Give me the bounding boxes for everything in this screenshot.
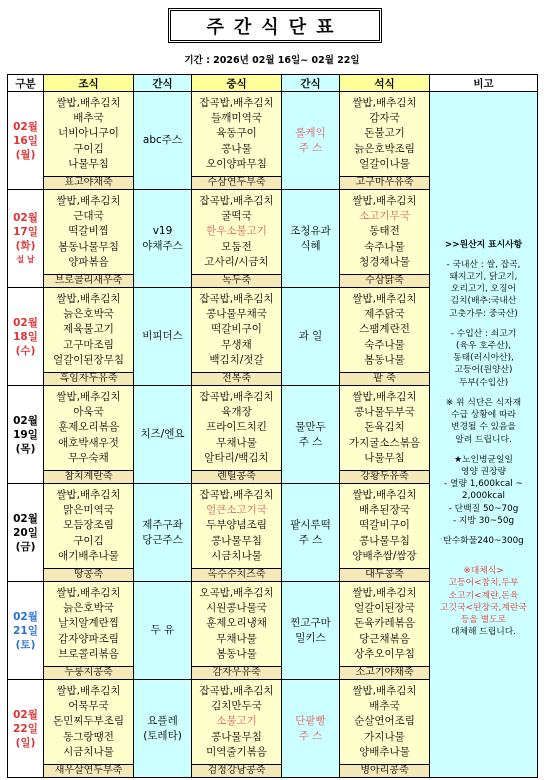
snack-pm [282,288,340,386]
breakfast-menu-item: 감자양파조림 [58,632,119,645]
dinner-porridge: 수삼닭죽 [340,275,430,288]
snack-pm [282,680,340,778]
breakfast-menu-item: 쌀밥,배추김치 [56,684,121,697]
menu-period: 기간 : 2026년 02월 16일~ 02월 22일 [184,55,360,66]
breakfast-menu-item: 늙은호박국 [63,308,114,321]
snack-am-item: 요플레 [147,714,178,727]
lunch-menu-item: 한우소불고기 [206,225,267,238]
breakfast-menu-item: 동그랑땡전 [63,730,114,743]
snack-pm [282,386,340,484]
breakfast-menu-item: 구이김 [73,142,104,155]
breakfast-menu [44,288,134,373]
lunch-menu-item: 얼큰소고기국 [206,504,267,517]
nutrition-subtitle: 영양 권장량 [460,466,507,477]
snack-pm-item: 주 스 [298,435,323,448]
dinner-menu [340,484,430,569]
breakfast-menu-item: 돈민찌두부조림 [52,715,124,728]
header-snack-pm: 간식 [282,75,340,92]
lunch-menu-item: 미역줄기볶음 [206,745,267,758]
dinner-menu-item: 양배추나물 [359,745,410,758]
dinner-menu-item: 배추된장국 [359,504,410,517]
lunch-menu-item: 잡곡밥,배추김치 [199,488,274,501]
dinner-porridge: 고구마우유죽 [340,177,430,190]
import-line: - 수입산 : 쇠고기 [450,328,517,339]
breakfast-menu-item: 근대국 [73,210,104,223]
breakfast-menu [44,582,134,667]
snack-pm [282,484,340,582]
lunch-menu-item: 무채나물 [216,436,257,449]
lunch-menu [192,582,282,667]
day-date: 02월 20일 (금) [13,512,38,553]
snack-am [134,680,192,778]
lunch-menu-item: 시원콩나물국 [206,602,267,615]
holiday-label: 설 날 [16,254,35,264]
lunch-porridge: 감자우유죽 [192,667,282,680]
note-spacer [430,547,537,565]
origin-line: 오리고기, 오징어 [450,284,517,295]
header-row [8,75,538,92]
import-line: 동태(러시아산), [453,353,514,364]
lunch-menu [192,190,282,275]
snack-am-item: 제주구좌 [142,518,183,531]
breakfast-menu-item: 양파볶음 [68,255,109,268]
snack-am [134,582,192,680]
lunch-menu-item: 김치만두국 [211,700,262,713]
lunch-menu-item: 알타리/백김치 [204,451,269,464]
lunch-menu [192,92,282,177]
breakfast-menu-item: 제육불고기 [63,323,114,336]
lunch-menu-item: 무생채 [221,338,252,351]
snack-am-item: v19 [152,224,173,237]
day-label [8,190,44,288]
dinner-menu-item: 콩나물두부국 [354,406,415,419]
page-title: 주간식단표 [168,8,382,43]
dinner-menu-item: 스팸계란전 [359,323,410,336]
snack-pm [282,92,340,190]
notes-panel [430,92,538,778]
breakfast-menu-item: 떡갈비찜 [68,225,109,238]
lunch-menu-item: 시금치나물 [211,549,262,562]
lunch-porridge: 수삼연두부죽 [192,177,282,190]
lunch-menu-item: 백김치/젓갈 [209,353,264,366]
dinner-menu-item: 가지나물 [364,730,405,743]
snack-pm-item: 밀키스 [295,631,326,644]
origin-line: 돼지고기, 닭고기, [449,272,518,283]
breakfast-porridge: 표고야채죽 [44,177,134,190]
dinner-porridge: 병아리콩죽 [340,765,430,778]
day-label [8,92,44,190]
dinner-menu-item: 숙주나물 [364,338,405,351]
day-label [8,582,44,680]
lunch-menu-item: 고사리/시금치 [204,255,269,268]
day-date: 02월 16일 (월) [13,120,38,161]
snack-am [134,484,192,582]
dinner-menu [340,680,430,765]
origin-line: - 국내산 : 쌀, 잡곡, [446,259,521,270]
lunch-menu-item: 육동구이 [216,127,257,140]
snack-am-item: abc주스 [142,134,183,146]
dinner-menu-item: 쌀밥,배추김치 [352,684,417,697]
day-date: 02월 19일 (목) [13,414,38,455]
dinner-menu-item: 얼갈이나물 [359,157,410,170]
dinner-porridge: 대두콩죽 [340,569,430,582]
nutrition-line: - 열량 1,600kcal ~ [444,479,523,490]
breakfast-menu-item: 애기배추나물 [58,549,119,562]
dinner-menu-item: 돈육카레볶음 [354,617,415,630]
lunch-menu-item: 콩나물무침 [211,730,262,743]
breakfast-menu-item: 쌀밥,배추김치 [56,194,121,207]
breakfast-menu [44,190,134,275]
lunch-menu-item: 잡곡밥,배추김치 [199,194,274,207]
dinner-menu-item: 돈불고기 [364,127,405,140]
dinner-menu-item: 쌀밥,배추김치 [352,390,417,403]
note-spacer [430,320,537,328]
lunch-porridge: 옥수수치즈죽 [192,569,282,582]
day-label [8,680,44,778]
day-label [8,288,44,386]
dinner-menu-item: 소고기무국 [359,210,410,223]
breakfast-porridge: 흑임자두유죽 [44,373,134,386]
snack-am [134,190,192,288]
dinner-menu-item: 돈육김치 [364,421,405,434]
snack-pm-item: 조청유과 [290,224,331,237]
dinner-menu-item: 봄동나물 [364,353,405,366]
dinner-menu-item: 가지굴소스볶음 [348,436,420,449]
origin-title: >>원산지 표시사항 [444,239,523,250]
lunch-menu-item: 떡갈비구이 [211,323,262,336]
breakfast-menu [44,680,134,765]
breakfast-menu-item: 어묵무국 [68,700,109,713]
note-spacer [430,251,537,259]
snack-am [134,288,192,386]
dinner-menu-item: 쌀밥,배추김치 [352,292,417,305]
breakfast-porridge: 참치계란죽 [44,471,134,484]
lunch-menu-item: 콩나물 [221,142,252,155]
dinner-menu-item: 당근채볶음 [359,632,410,645]
snack-am-item: 두 유 [150,624,175,636]
alt-last-line: 대체해 드립니다. [450,627,517,638]
snack-pm-item: 단팥빵 [295,714,326,727]
lunch-menu-item: 콩나물무채국 [206,308,267,321]
lunch-menu-item: 훈제오리냉채 [206,617,267,630]
lunch-menu-item: 육개장 [221,406,252,419]
change-notice-line: 수급 상황에 따라 [450,410,517,421]
lunch-menu-item: 두부양념조림 [206,519,267,532]
lunch-menu-item: 오곡밥,배추김치 [199,586,274,599]
day-date: 02월 22일 (일) [13,708,38,749]
snack-pm [282,190,340,288]
snack-am-item: 치즈/엔요 [140,428,185,440]
breakfast-menu-item: 고구마조림 [63,338,114,351]
lunch-menu-item: 무채나물 [216,632,257,645]
breakfast-porridge: 땅콩죽 [44,569,134,582]
lunch-menu [192,386,282,471]
breakfast-menu-item: 나물무침 [68,157,109,170]
dinner-menu-item: 숙주나물 [364,240,405,253]
dinner-menu-item: 배추국 [369,700,400,713]
alt-line: 고깃국<된장국,계란국 [440,602,527,613]
nutrition-line: - 지방 30~50g [452,515,515,526]
breakfast-menu [44,92,134,177]
breakfast-menu-item: 아욱국 [73,406,104,419]
breakfast-menu-item: 얼갈이된장무침 [52,353,124,366]
breakfast-porridge: 누룽지콩죽 [44,667,134,680]
import-line: 두부(수입산) [458,377,509,388]
breakfast-menu-item: 훈제오리볶음 [58,421,119,434]
day-label [8,484,44,582]
day-label [8,386,44,484]
breakfast-menu-item: 배추국 [73,112,104,125]
change-notice-line: ※ 위 식단은 식자재 [445,397,522,408]
snack-am [134,386,192,484]
dinner-menu [340,288,430,373]
snack-pm [282,582,340,680]
note-spacer [430,446,537,454]
snack-am [134,92,192,190]
import-line: (육우 호주산), [456,341,511,352]
weekly-menu-table [7,74,538,778]
dinner-menu [340,582,430,667]
breakfast-menu-item: 쌀밥,배추김치 [56,390,121,403]
origin-line: 김치(배추:국내산 [450,296,517,307]
breakfast-menu-item: 애호박새우젓 [58,436,119,449]
snack-pm-item: 과 일 [298,330,323,342]
lunch-menu-item: 봄동나물 [216,647,257,660]
dinner-menu-item: 제주닭국 [364,308,405,321]
snack-pm-item: 찐고구마 [290,616,331,629]
dinner-menu-item: 동태전 [369,225,400,238]
lunch-menu-item: 잡곡밥,배추김치 [199,684,274,697]
snack-pm-item: 주 스 [298,729,323,742]
breakfast-menu-item: 쌀밥,배추김치 [56,586,121,599]
lunch-menu-item: 오이양파무침 [206,157,267,170]
breakfast-menu-item: 맑은미역국 [63,504,114,517]
header-gubun: 구분 [8,75,44,92]
change-notice-line: 변경될 수 있음을 [450,422,517,433]
note-spacer [430,389,537,397]
dinner-menu-item: 나물무침 [364,451,405,464]
lunch-menu-item: 소불고기 [216,715,257,728]
lunch-porridge: 전복죽 [192,373,282,386]
breakfast-menu-item: 봄동나물무침 [58,240,119,253]
breakfast-menu-item: 브로콜리볶음 [58,647,119,660]
snack-pm-item: 팥시루떡 [290,518,331,531]
header-breakfast: 조식 [44,75,134,92]
lunch-porridge: 검정강남콩죽 [192,765,282,778]
lunch-menu-item: 모둠전 [221,240,252,253]
day-row-0 [8,92,538,177]
dinner-menu-item: 순살연어조림 [354,715,415,728]
lunch-menu-item: 잡곡밥,배추김치 [199,292,274,305]
day-date: 02월 21일 (토) [13,610,38,651]
lunch-menu [192,680,282,765]
note-spacer [430,231,537,239]
lunch-porridge: 녹두죽 [192,275,282,288]
snack-pm-item: 물만두 [295,420,326,433]
breakfast-menu-item: 너비아니구이 [58,127,119,140]
breakfast-porridge: 브로콜리새우죽 [44,275,134,288]
dinner-menu-item: 늙은호박조림 [354,142,415,155]
breakfast-menu-item: 쌀밥,배추김치 [56,292,121,305]
dinner-menu [340,92,430,177]
breakfast-menu [44,386,134,471]
snack-pm-item: 롤케익 [295,126,326,139]
dinner-menu-item: 떡갈비구이 [359,519,410,532]
change-notice-line: 알려 드립니다. [455,434,512,445]
breakfast-menu-item: 늙은호박국 [63,602,114,615]
nutrition-line: 2,000kcal [462,491,505,502]
header-snack-am: 간식 [134,75,192,92]
dinner-menu-item: 쌀밥,배추김치 [352,586,417,599]
nutrition-line: - 단백질 50~70g [448,503,519,514]
header-dinner: 석식 [340,75,430,92]
breakfast-menu-item: 날치알계란찜 [58,617,119,630]
lunch-menu [192,288,282,373]
dinner-menu-item: 청경채나물 [359,255,410,268]
breakfast-menu-item: 무우숙채 [68,451,109,464]
dinner-menu-item: 양배추쌈/쌈장 [352,549,417,562]
dinner-menu-item: 감자국 [369,112,400,125]
alt-line: 등을 별도로 [460,614,507,625]
snack-am-item: (토레타) [143,729,182,742]
snack-am-item: 당근주스 [142,533,183,546]
breakfast-menu-item: 쌀밥,배추김치 [56,488,121,501]
breakfast-menu-item: 시금치나물 [63,745,114,758]
snack-pm-item: 식혜 [300,239,321,252]
breakfast-menu-item: 모듬장조림 [63,519,114,532]
alt-line: 고등어<참치,두부 [448,578,519,589]
dinner-menu-item: 얼갈이된장국 [354,602,415,615]
breakfast-menu [44,484,134,569]
snack-pm-item: 주 스 [298,141,323,154]
note-spacer [430,527,537,535]
dinner-menu [340,386,430,471]
lunch-menu-item: 잡곡밥,배추김치 [199,390,274,403]
snack-am-item: 비피더스 [142,330,183,342]
breakfast-menu-item: 쌀밥,배추김치 [56,96,121,109]
lunch-menu-item: 굴떡국 [221,210,252,223]
nutrition-title: ★노인병균일일 [454,454,513,465]
lunch-menu [192,484,282,569]
lunch-menu-item: 프라이드치킨 [206,421,267,434]
alt-title: ※대체식> [463,566,504,577]
header-note: 비고 [430,75,538,92]
dinner-menu [340,190,430,275]
dinner-menu-item: 상추오이무침 [354,647,415,660]
day-date: 02월 17일 (화) [13,211,38,252]
breakfast-porridge: 새우살연두부죽 [44,765,134,778]
day-date: 02월 18일 (수) [13,316,38,357]
lunch-menu-item: 콩나물무침 [211,534,262,547]
dinner-porridge: 강황두유죽 [340,471,430,484]
import-line: 고등어(원양산) [454,365,513,376]
header-lunch: 중식 [192,75,282,92]
dinner-menu-item: 쌀밥,배추김치 [352,194,417,207]
dinner-porridge: 팥 죽 [340,373,430,386]
breakfast-menu-item: 구이김 [73,534,104,547]
alt-line: 소고기<계란,돈육 [448,590,519,601]
lunch-menu-item: 들깨미역국 [211,112,262,125]
dinner-menu-item: 콩나물무침 [359,534,410,547]
lunch-menu-item: 잡곡밥,배추김치 [199,96,274,109]
lunch-porridge: 렌틸콩죽 [192,471,282,484]
dinner-porridge: 소고기야채죽 [340,667,430,680]
origin-line: 고춧가루: 중국산) [449,308,518,319]
dinner-menu-item: 쌀밥,배추김치 [352,96,417,109]
dinner-menu-item: 쌀밥,배추김치 [352,488,417,501]
carb-line: 탄수화물240~300g [443,535,524,546]
snack-am-item: 야채주스 [142,239,183,252]
snack-pm-item: 주 스 [298,533,323,546]
